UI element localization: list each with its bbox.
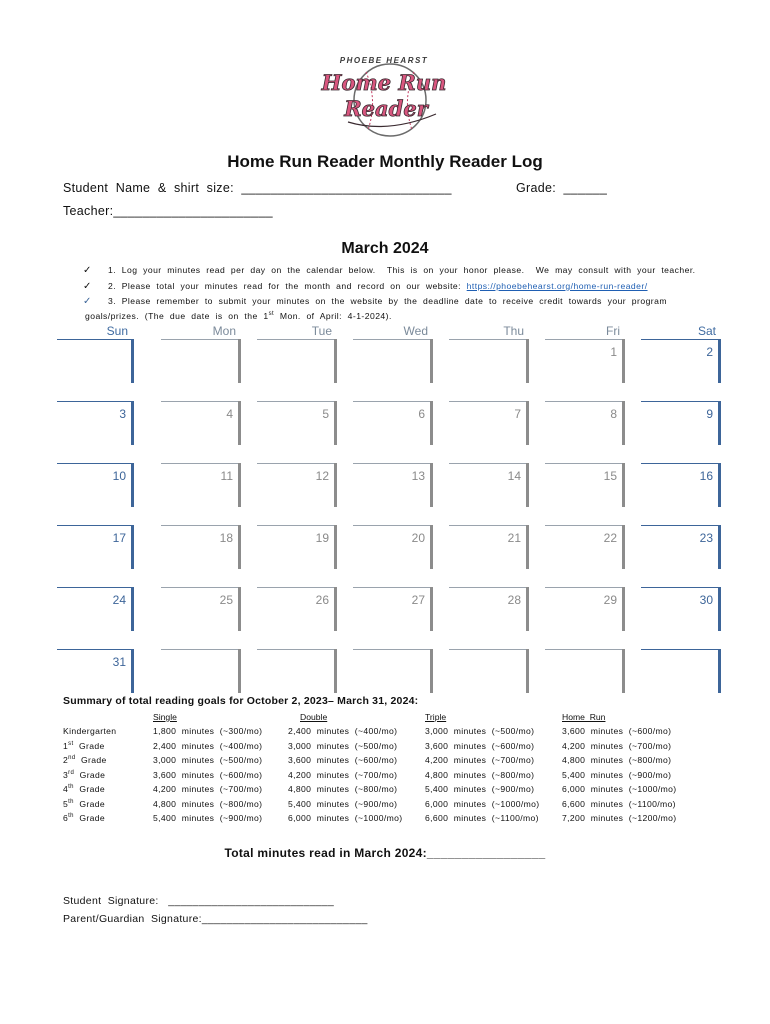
cell-right-border [526,649,529,693]
svg-text:PHOEBE HEARST: PHOEBE HEARST [339,56,429,65]
cell-right-border [430,339,433,383]
cell-top-border [449,339,529,340]
grade-suffix: Grade [73,740,105,751]
day-number: 18 [219,531,233,545]
calendar-day-cell[interactable] [257,339,337,383]
day-number: 7 [514,407,521,421]
instruction-text: 1. Log your minutes read per day on the calendar below. This is on your honor please. We may consult with your teacher. [108,265,696,275]
cell-top-border [353,339,433,340]
grade-text: 3 [63,769,69,780]
goal-triple: 3,000 minutes (~500/mo) [425,726,535,736]
instruction-text: 2. Please total your minutes read for the month and record on our website: [108,281,467,291]
cell-right-border [526,463,529,507]
goal-double: 3,600 minutes (~600/mo) [288,755,398,765]
day-number: 26 [315,593,329,607]
cell-top-border [257,525,337,526]
day-number: 22 [603,531,617,545]
svg-text:Home Run: Home Run [321,70,447,95]
cell-right-border [238,525,241,569]
day-number: 27 [411,593,425,607]
day-number: 16 [699,469,713,483]
goal-home-run: 7,200 minutes (~1200/mo) [562,813,677,823]
day-number: 1 [610,345,617,359]
cell-right-border [430,525,433,569]
calendar-day-cell[interactable] [353,649,433,693]
cell-top-border [257,587,337,588]
grade-label [63,799,105,809]
day-number: 17 [112,531,126,545]
cell-top-border [57,587,134,588]
calendar-day-cell[interactable] [161,525,241,569]
cell-top-border [641,649,721,650]
cell-right-border [622,463,625,507]
cell-right-border [718,339,721,383]
day-number: 19 [315,531,329,545]
cell-top-border [57,339,134,340]
cell-top-border [161,339,241,340]
total-minutes-field[interactable]: Total minutes read in March 2024:_________________ [224,846,546,860]
calendar-day-cell[interactable] [449,339,529,383]
cell-top-border [257,401,337,402]
calendar-day-cell[interactable] [257,463,337,507]
cell-right-border [430,401,433,445]
header-home-run: Home Run [562,712,606,722]
calendar-day-cell[interactable] [57,649,134,693]
calendar-day-cell[interactable] [545,525,625,569]
cell-right-border [131,587,134,631]
grade-suffix: Grade [74,769,106,780]
cell-right-border [526,339,529,383]
cell-right-border [430,587,433,631]
cell-right-border [238,339,241,383]
calendar-day-cell[interactable] [57,463,134,507]
checkmark-icon: ✓ [83,265,92,276]
instruction-text: Mon. of April: 4-1-2024). [274,311,392,321]
website-link[interactable]: https://phoebehearst.org/home-run-reader/ [466,281,648,291]
ordinal-suffix: st [268,311,275,318]
cell-top-border [161,649,241,650]
instruction-continuation [85,311,392,321]
calendar-day-cell[interactable] [257,587,337,631]
cell-right-border [334,525,337,569]
goal-double: 6,000 minutes (~1000/mo) [288,813,403,823]
day-number: 3 [119,407,126,421]
calendar-day-cell[interactable] [449,401,529,445]
student-name-field[interactable]: Student Name & shirt size: _____________________________ [63,181,452,195]
grade-label [63,741,105,751]
day-number: 24 [112,593,126,607]
day-number: 23 [699,531,713,545]
calendar-day-cell[interactable] [353,525,433,569]
goal-single: 2,400 minutes (~400/mo) [153,740,263,751]
instruction-text: goals/prizes. (The due date is on the 1 [85,311,269,321]
grade-text: 6 [63,813,69,823]
cell-right-border [718,525,721,569]
month-title: March 2024 [341,240,429,257]
cell-right-border [430,649,433,693]
calendar-day-cell[interactable] [353,463,433,507]
dayname-thu: Thu [503,324,524,338]
ordinal-suffix: st [68,740,74,747]
calendar-day-cell[interactable] [449,649,529,693]
cell-top-border [449,463,529,464]
calendar-day-cell[interactable] [449,587,529,631]
cell-right-border [622,525,625,569]
day-number: 8 [610,407,617,421]
checkmark-icon: ✓ [83,296,92,307]
cell-top-border [641,401,721,402]
calendar-day-cell[interactable] [161,463,241,507]
cell-right-border [526,587,529,631]
calendar-day-cell[interactable] [257,525,337,569]
cell-top-border [353,649,433,650]
cell-top-border [57,463,134,464]
calendar-day-cell[interactable] [641,401,721,445]
cell-right-border [718,463,721,507]
day-number: 25 [219,593,233,607]
cell-top-border [449,401,529,402]
summary-title: Summary of total reading goals for October 2, 2023– March 31, 2024: [63,695,419,707]
grade-label [63,813,105,823]
cell-right-border [334,463,337,507]
calendar-day-cell[interactable] [545,401,625,445]
day-number: 13 [411,469,425,483]
goal-double: 3,000 minutes (~500/mo) [288,740,398,751]
ordinal-suffix: th [68,813,74,820]
calendar-day-cell[interactable] [57,525,134,569]
cell-top-border [545,649,625,650]
ordinal-suffix: rd [68,769,75,776]
day-number: 2 [706,345,713,359]
cell-top-border [545,587,625,588]
goal-triple: 4,200 minutes (~700/mo) [425,755,535,765]
cell-top-border [353,463,433,464]
dayname-tue: Tue [311,324,332,338]
grade-label [63,726,116,736]
calendar-day-cell[interactable] [641,587,721,631]
goal-triple: 3,600 minutes (~600/mo) [425,740,535,751]
grade-label [63,784,105,794]
cell-right-border [622,587,625,631]
cell-top-border [57,525,134,526]
cell-top-border [641,587,721,588]
dayname-fri: Fri [606,324,620,338]
cell-right-border [526,401,529,445]
goal-single: 4,800 minutes (~800/mo) [153,798,263,809]
cell-top-border [449,587,529,588]
day-number: 29 [603,593,617,607]
calendar-day-cell[interactable] [57,587,134,631]
goal-triple: 6,000 minutes (~1000/mo) [425,798,540,809]
checkmark-icon: ✓ [83,281,92,292]
cell-right-border [238,649,241,693]
cell-top-border [641,339,721,340]
day-number: 10 [112,469,126,483]
cell-right-border [131,463,134,507]
cell-top-border [161,525,241,526]
student-signature-field[interactable]: Student Signature: ___________________________ [63,895,335,907]
cell-top-border [545,401,625,402]
goal-triple: 5,400 minutes (~900/mo) [425,784,535,794]
header-double: Double [300,712,328,722]
cell-top-border [161,401,241,402]
grade-suffix: Grade [75,755,107,765]
cell-right-border [334,401,337,445]
cell-top-border [641,525,721,526]
cell-right-border [238,463,241,507]
cell-top-border [57,649,134,650]
goal-single: 4,200 minutes (~700/mo) [153,784,263,794]
calendar-day-cell[interactable] [545,339,625,383]
goal-single: 3,600 minutes (~600/mo) [153,769,263,780]
goal-single: 3,000 minutes (~500/mo) [153,755,263,765]
cell-top-border [257,463,337,464]
day-number: 21 [507,531,521,545]
svg-text:Reader: Reader [344,96,428,121]
cell-top-border [449,649,529,650]
header-single: Single [153,712,177,722]
grade-text: 2 [63,755,69,765]
cell-right-border [718,649,721,693]
calendar-day-cell[interactable] [449,463,529,507]
grade-text: 1 [63,740,69,751]
cell-right-border [622,339,625,383]
calendar-day-cell[interactable] [257,649,337,693]
cell-right-border [131,525,134,569]
grade-suffix: Grade [73,798,105,809]
calendar-day-cell[interactable] [545,649,625,693]
cell-top-border [641,463,721,464]
calendar-day-cell[interactable] [353,401,433,445]
cell-right-border [430,463,433,507]
goal-home-run: 5,400 minutes (~900/mo) [562,769,672,780]
goal-home-run: 4,200 minutes (~700/mo) [562,740,672,751]
teacher-field[interactable]: Teacher:______________________ [63,204,273,218]
day-number: 6 [418,407,425,421]
grade-label [63,770,105,780]
calendar-day-cell[interactable] [161,339,241,383]
cell-top-border [545,463,625,464]
calendar-day-cell[interactable] [449,525,529,569]
dayname-wed: Wed [403,324,428,338]
calendar-day-cell[interactable] [641,339,721,383]
parent-signature-field[interactable]: Parent/Guardian Signature:___________________________ [63,913,368,925]
calendar-day-cell[interactable] [57,339,134,383]
goal-double: 5,400 minutes (~900/mo) [288,798,398,809]
goal-home-run: 6,600 minutes (~1100/mo) [562,798,676,809]
goal-home-run: 6,000 minutes (~1000/mo) [562,784,677,794]
goal-home-run: 4,800 minutes (~800/mo) [562,755,672,765]
page-title: Home Run Reader Monthly Reader Log [227,152,543,171]
day-number: 9 [706,407,713,421]
day-number: 30 [699,593,713,607]
cell-top-border [353,401,433,402]
calendar-day-cell[interactable] [641,463,721,507]
goal-double: 4,800 minutes (~800/mo) [288,784,398,794]
goal-triple: 4,800 minutes (~800/mo) [425,769,535,780]
cell-right-border [334,649,337,693]
cell-right-border [622,401,625,445]
calendar-day-cell[interactable] [161,649,241,693]
cell-right-border [718,587,721,631]
cell-right-border [334,339,337,383]
cell-right-border [622,649,625,693]
day-number: 4 [226,407,233,421]
day-number: 14 [507,469,521,483]
home-run-reader-logo [318,52,450,140]
goal-triple: 6,600 minutes (~1100/mo) [425,813,539,823]
cell-right-border [718,401,721,445]
day-number: 11 [220,469,233,483]
cell-top-border [353,587,433,588]
goal-double: 4,200 minutes (~700/mo) [288,769,398,780]
day-number: 28 [507,593,521,607]
day-number: 20 [411,531,425,545]
ordinal-suffix: th [68,784,74,791]
instruction-text: 3. Please remember to submit your minutes on the website by the deadline date to receive credit towards your program [108,296,667,306]
instruction-item [85,265,696,275]
cell-top-border [353,525,433,526]
calendar-day-cell[interactable] [161,587,241,631]
grade-label [63,755,107,765]
cell-top-border [57,401,134,402]
cell-top-border [545,339,625,340]
calendar-day-cell[interactable] [353,587,433,631]
calendar-day-cell[interactable] [353,339,433,383]
grade-text: 4 [63,784,69,794]
cell-top-border [161,587,241,588]
header-triple: Triple [425,712,447,722]
day-number: 15 [603,469,617,483]
day-number: 5 [322,407,329,421]
cell-right-border [131,401,134,445]
goal-single: 5,400 minutes (~900/mo) [153,813,263,823]
goal-double: 2,400 minutes (~400/mo) [288,726,398,736]
cell-top-border [257,339,337,340]
dayname-sun: Sun [106,324,128,338]
grade-field[interactable]: Grade: ______ [516,181,608,195]
dayname-sat: Sat [697,324,716,338]
calendar-day-cell[interactable] [545,587,625,631]
calendar-day-cell[interactable] [161,401,241,445]
cell-top-border [449,525,529,526]
calendar-day-cell[interactable] [641,649,721,693]
cell-right-border [526,525,529,569]
grade-suffix: Grade [73,813,105,823]
grade-suffix: Grade [73,784,105,794]
calendar-day-cell[interactable] [545,463,625,507]
day-number: 31 [112,655,126,669]
cell-top-border [257,649,337,650]
cell-top-border [161,463,241,464]
grade-text: 5 [63,798,69,809]
goal-single: 1,800 minutes (~300/mo) [153,726,263,736]
cell-top-border [545,525,625,526]
goal-home-run: 3,600 minutes (~600/mo) [562,726,672,736]
calendar-day-cell[interactable] [257,401,337,445]
grade-text: Kindergarten [63,726,117,736]
instruction-item [85,281,648,291]
cell-right-border [131,649,134,693]
calendar-day-cell[interactable] [57,401,134,445]
day-number: 12 [315,469,329,483]
calendar-day-cell[interactable] [641,525,721,569]
ordinal-suffix: th [68,798,74,805]
dayname-mon: Mon [212,324,236,338]
cell-right-border [238,587,241,631]
cell-right-border [131,339,134,383]
cell-right-border [238,401,241,445]
instruction-item [85,296,667,306]
ordinal-suffix: nd [68,755,76,762]
cell-right-border [334,587,337,631]
